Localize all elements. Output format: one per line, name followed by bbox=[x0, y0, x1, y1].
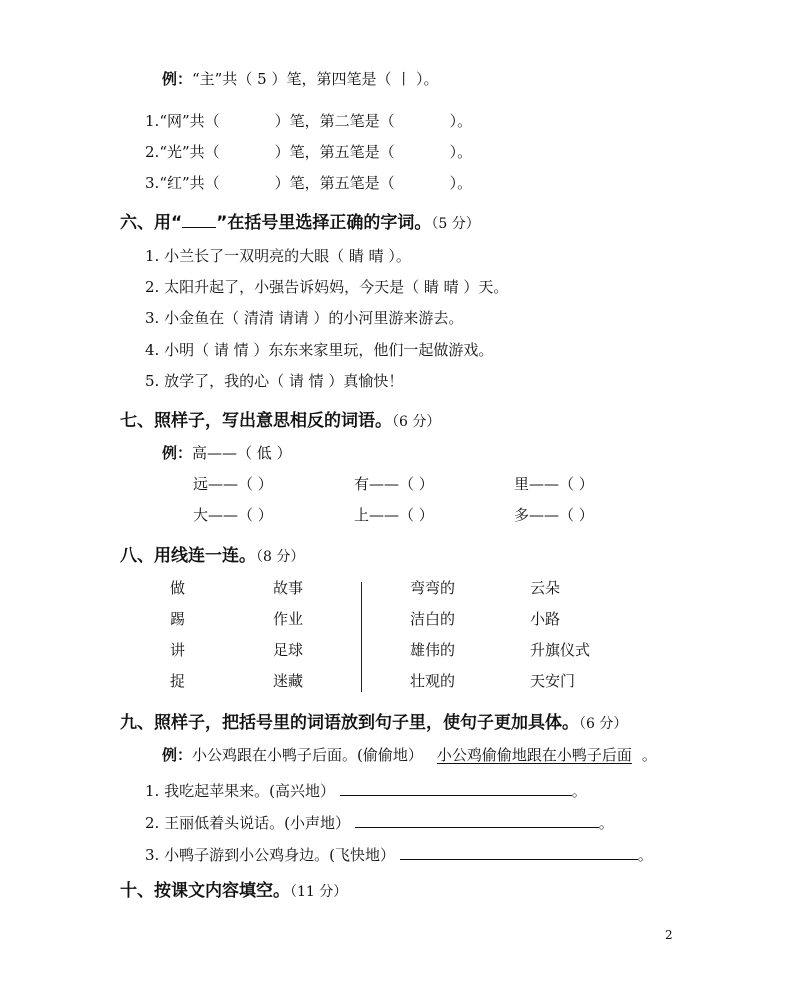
match-left-noun: 故事 bbox=[273, 579, 304, 597]
match-right-noun: 云朵 bbox=[530, 579, 561, 597]
section6-item-5: 5. 放学了，我的心（ 请 情 ）真愉快！ bbox=[145, 372, 404, 390]
section9-example: 例：小公鸡跟在小鸭子后面。(偷偷地） 小公鸡偷偷地跟在小鸭子后面 。 bbox=[162, 746, 657, 764]
match-left-verb: 踢 bbox=[170, 610, 186, 628]
answer-line[interactable] bbox=[355, 813, 599, 828]
section7-example: 例：高——（ 低 ） bbox=[162, 444, 292, 462]
stroke-item-2: 2.“光”共（ ）笔，第五笔是（ ）。 bbox=[145, 143, 473, 161]
match-left-verb: 讲 bbox=[170, 641, 186, 659]
match-left-verb: 捉 bbox=[170, 672, 186, 690]
stroke-example: 例：“主”共（ 5 ）笔，第四笔是（ 丨 ）。 bbox=[162, 70, 439, 88]
section8-points: （8 分） bbox=[256, 549, 305, 565]
match-right-adj: 洁白的 bbox=[410, 610, 456, 628]
section7-title: 七、照样子，写出意思相反的词语。（6 分） bbox=[120, 411, 441, 431]
match-right-noun: 升旗仪式 bbox=[530, 641, 591, 659]
section9-item-1: 1. 我吃起苹果来。(高兴地） 。 bbox=[145, 782, 587, 800]
section8-title: 八、用线连一连。（8 分） bbox=[120, 546, 305, 566]
section6-item-4: 4. 小明（ 请 情 ）东东来家里玩，他们一起做游戏。 bbox=[145, 341, 494, 359]
section9-item-2: 2. 王丽低着头说话。(小声地） 。 bbox=[145, 814, 614, 832]
section6-item-2: 2. 太阳升起了，小强告诉妈妈，今天是（ 睛 晴 ）天。 bbox=[145, 278, 509, 296]
match-right-noun: 天安门 bbox=[530, 672, 576, 690]
section6-item-1: 1. 小兰长了一双明亮的大眼（ 睛 晴 ）。 bbox=[145, 247, 411, 265]
page-number: 2 bbox=[665, 928, 673, 942]
antonym-2-2: 上——（ ） bbox=[354, 506, 434, 524]
section7-points: （6 分） bbox=[392, 414, 441, 430]
section10-title: 十、按课文内容填空。（11 分） bbox=[120, 881, 348, 901]
match-left-verb: 做 bbox=[170, 579, 186, 597]
section9-title: 九、照样子，把括号里的词语放到句子里，使句子更加具体。（6 分） bbox=[120, 713, 628, 733]
section6-points: （5 分） bbox=[431, 216, 480, 232]
antonym-1-1: 远——（ ） bbox=[193, 475, 273, 493]
match-left-noun: 足球 bbox=[273, 641, 304, 659]
underline-mark bbox=[182, 213, 216, 228]
match-right-adj: 弯弯的 bbox=[410, 579, 456, 597]
answer-line[interactable] bbox=[400, 845, 638, 860]
antonym-1-3: 里——（ ） bbox=[514, 475, 594, 493]
section6-item-3: 3. 小金鱼在（ 清清 请请 ）的小河里游来游去。 bbox=[145, 309, 464, 327]
match-left-noun: 迷藏 bbox=[273, 672, 304, 690]
answer-line[interactable] bbox=[340, 781, 572, 796]
stroke-item-1: 1.“网”共（ ）笔，第二笔是（ ）。 bbox=[145, 112, 473, 130]
column-divider bbox=[361, 582, 362, 692]
antonym-1-2: 有——（ ） bbox=[354, 475, 434, 493]
example-label: 例： bbox=[162, 70, 193, 88]
section6-title: 六、用“ ”在括号里选择正确的字词。（5 分） bbox=[120, 213, 480, 233]
antonym-2-3: 多——（ ） bbox=[514, 506, 594, 524]
stroke-count-answer: 5 bbox=[257, 70, 267, 88]
match-right-adj: 雄伟的 bbox=[410, 641, 456, 659]
example-answer: 小公鸡偷偷地跟在小鸭子后面 bbox=[436, 746, 632, 764]
section9-item-3: 3. 小鸭子游到小公鸡身边。(飞快地） 。 bbox=[145, 846, 653, 864]
stroke-item-3: 3.“红”共（ ）笔，第五笔是（ ）。 bbox=[145, 174, 473, 192]
match-left-noun: 作业 bbox=[273, 610, 304, 628]
section10-points: （11 分） bbox=[290, 884, 348, 900]
stroke-answer: 丨 bbox=[396, 70, 412, 88]
match-right-adj: 壮观的 bbox=[410, 672, 456, 690]
antonym-2-1: 大——（ ） bbox=[193, 506, 273, 524]
section9-points: （6 分） bbox=[579, 716, 628, 732]
match-right-noun: 小路 bbox=[530, 610, 561, 628]
